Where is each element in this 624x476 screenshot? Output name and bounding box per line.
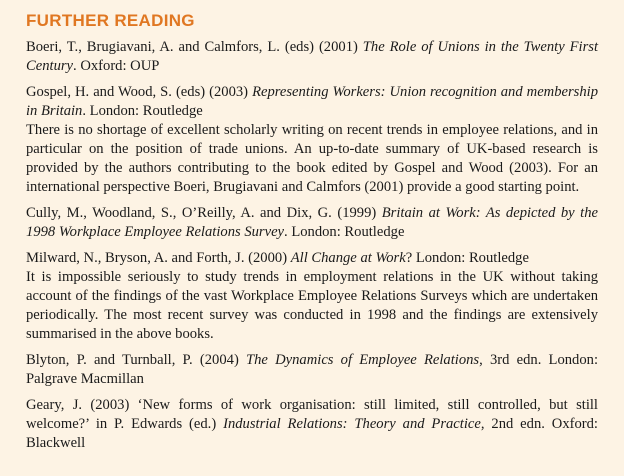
reference bbox=[26, 83, 598, 121]
reference bbox=[26, 396, 598, 453]
reference-authors: Cully, M., Woodland, S., O’Reilly, A. and Dix, G. (1999) bbox=[26, 205, 382, 221]
reference-authors: Gospel, H. and Wood, S. (eds) (2003) bbox=[26, 84, 253, 100]
reference-authors: Geary, J. (2003) ‘New forms of work organisation: still limited, still controlled, but still welcome?’ in P. Edwards (ed.) bbox=[26, 397, 598, 432]
reference bbox=[26, 249, 598, 268]
reading-entry-gospel bbox=[26, 83, 598, 197]
reference-publisher: , 2nd edn. Oxford: Blackwell bbox=[26, 416, 598, 451]
reference-publisher: , 3rd edn. London: Palgrave Macmillan bbox=[26, 352, 598, 387]
reading-entry-cully bbox=[26, 204, 598, 242]
reference-authors: Boeri, T., Brugiavani, A. and Calmfors, L. (eds) (2001) bbox=[26, 39, 363, 55]
reference-publisher: ? London: Routledge bbox=[405, 250, 529, 266]
reading-entry-blyton bbox=[26, 351, 598, 389]
reference bbox=[26, 38, 598, 76]
reference-authors: Blyton, P. and Turnball, P. (2004) bbox=[26, 352, 247, 368]
reading-commentary: There is no shortage of excellent scholarly writing on recent trends in employee relations, and in particular on the position of trade unions. An up-to-date summary of UK-based research is provided by the authors contributing to the book edited by Gospel and Wood (2003). For an international perspective Boeri, Brugiavani and Calmfors (2001) provide a good starting point. bbox=[26, 122, 598, 195]
reference-publisher: . London: Routledge bbox=[82, 103, 203, 119]
reference-publisher: . Oxford: OUP bbox=[73, 58, 160, 74]
reference-title: All Change at Work bbox=[290, 250, 406, 266]
reference-title: The Dynamics of Employee Relations bbox=[246, 352, 480, 368]
reference-authors: Milward, N., Bryson, A. and Forth, J. (2000) bbox=[26, 250, 291, 266]
reading-entry-milward bbox=[26, 249, 598, 344]
section-heading: FURTHER READING bbox=[26, 11, 195, 30]
reading-commentary: It is impossible seriously to study trends in employment relations in the UK without taking account of the findings of the vast Workplace Employee Relations Surveys which are undertaken periodically. The most recent survey was conducted in 1998 and the findings are extensively summarised in the above books. bbox=[26, 269, 598, 342]
reference bbox=[26, 351, 598, 389]
reference-publisher: . London: Routledge bbox=[284, 224, 405, 240]
reference-title: Representing Workers: Union recognition and membership in Britain bbox=[26, 84, 598, 119]
reference-title: The Role of Unions in the Twenty First Century bbox=[26, 39, 599, 74]
reference-title: Industrial Relations: Theory and Practice bbox=[223, 416, 481, 432]
reference-title: Britain at Work: As depicted by the 1998 Workplace Employee Relations Survey bbox=[26, 205, 598, 240]
reading-entry-geary bbox=[26, 396, 598, 453]
reference bbox=[26, 204, 598, 242]
reading-entry-boeri bbox=[26, 38, 598, 76]
